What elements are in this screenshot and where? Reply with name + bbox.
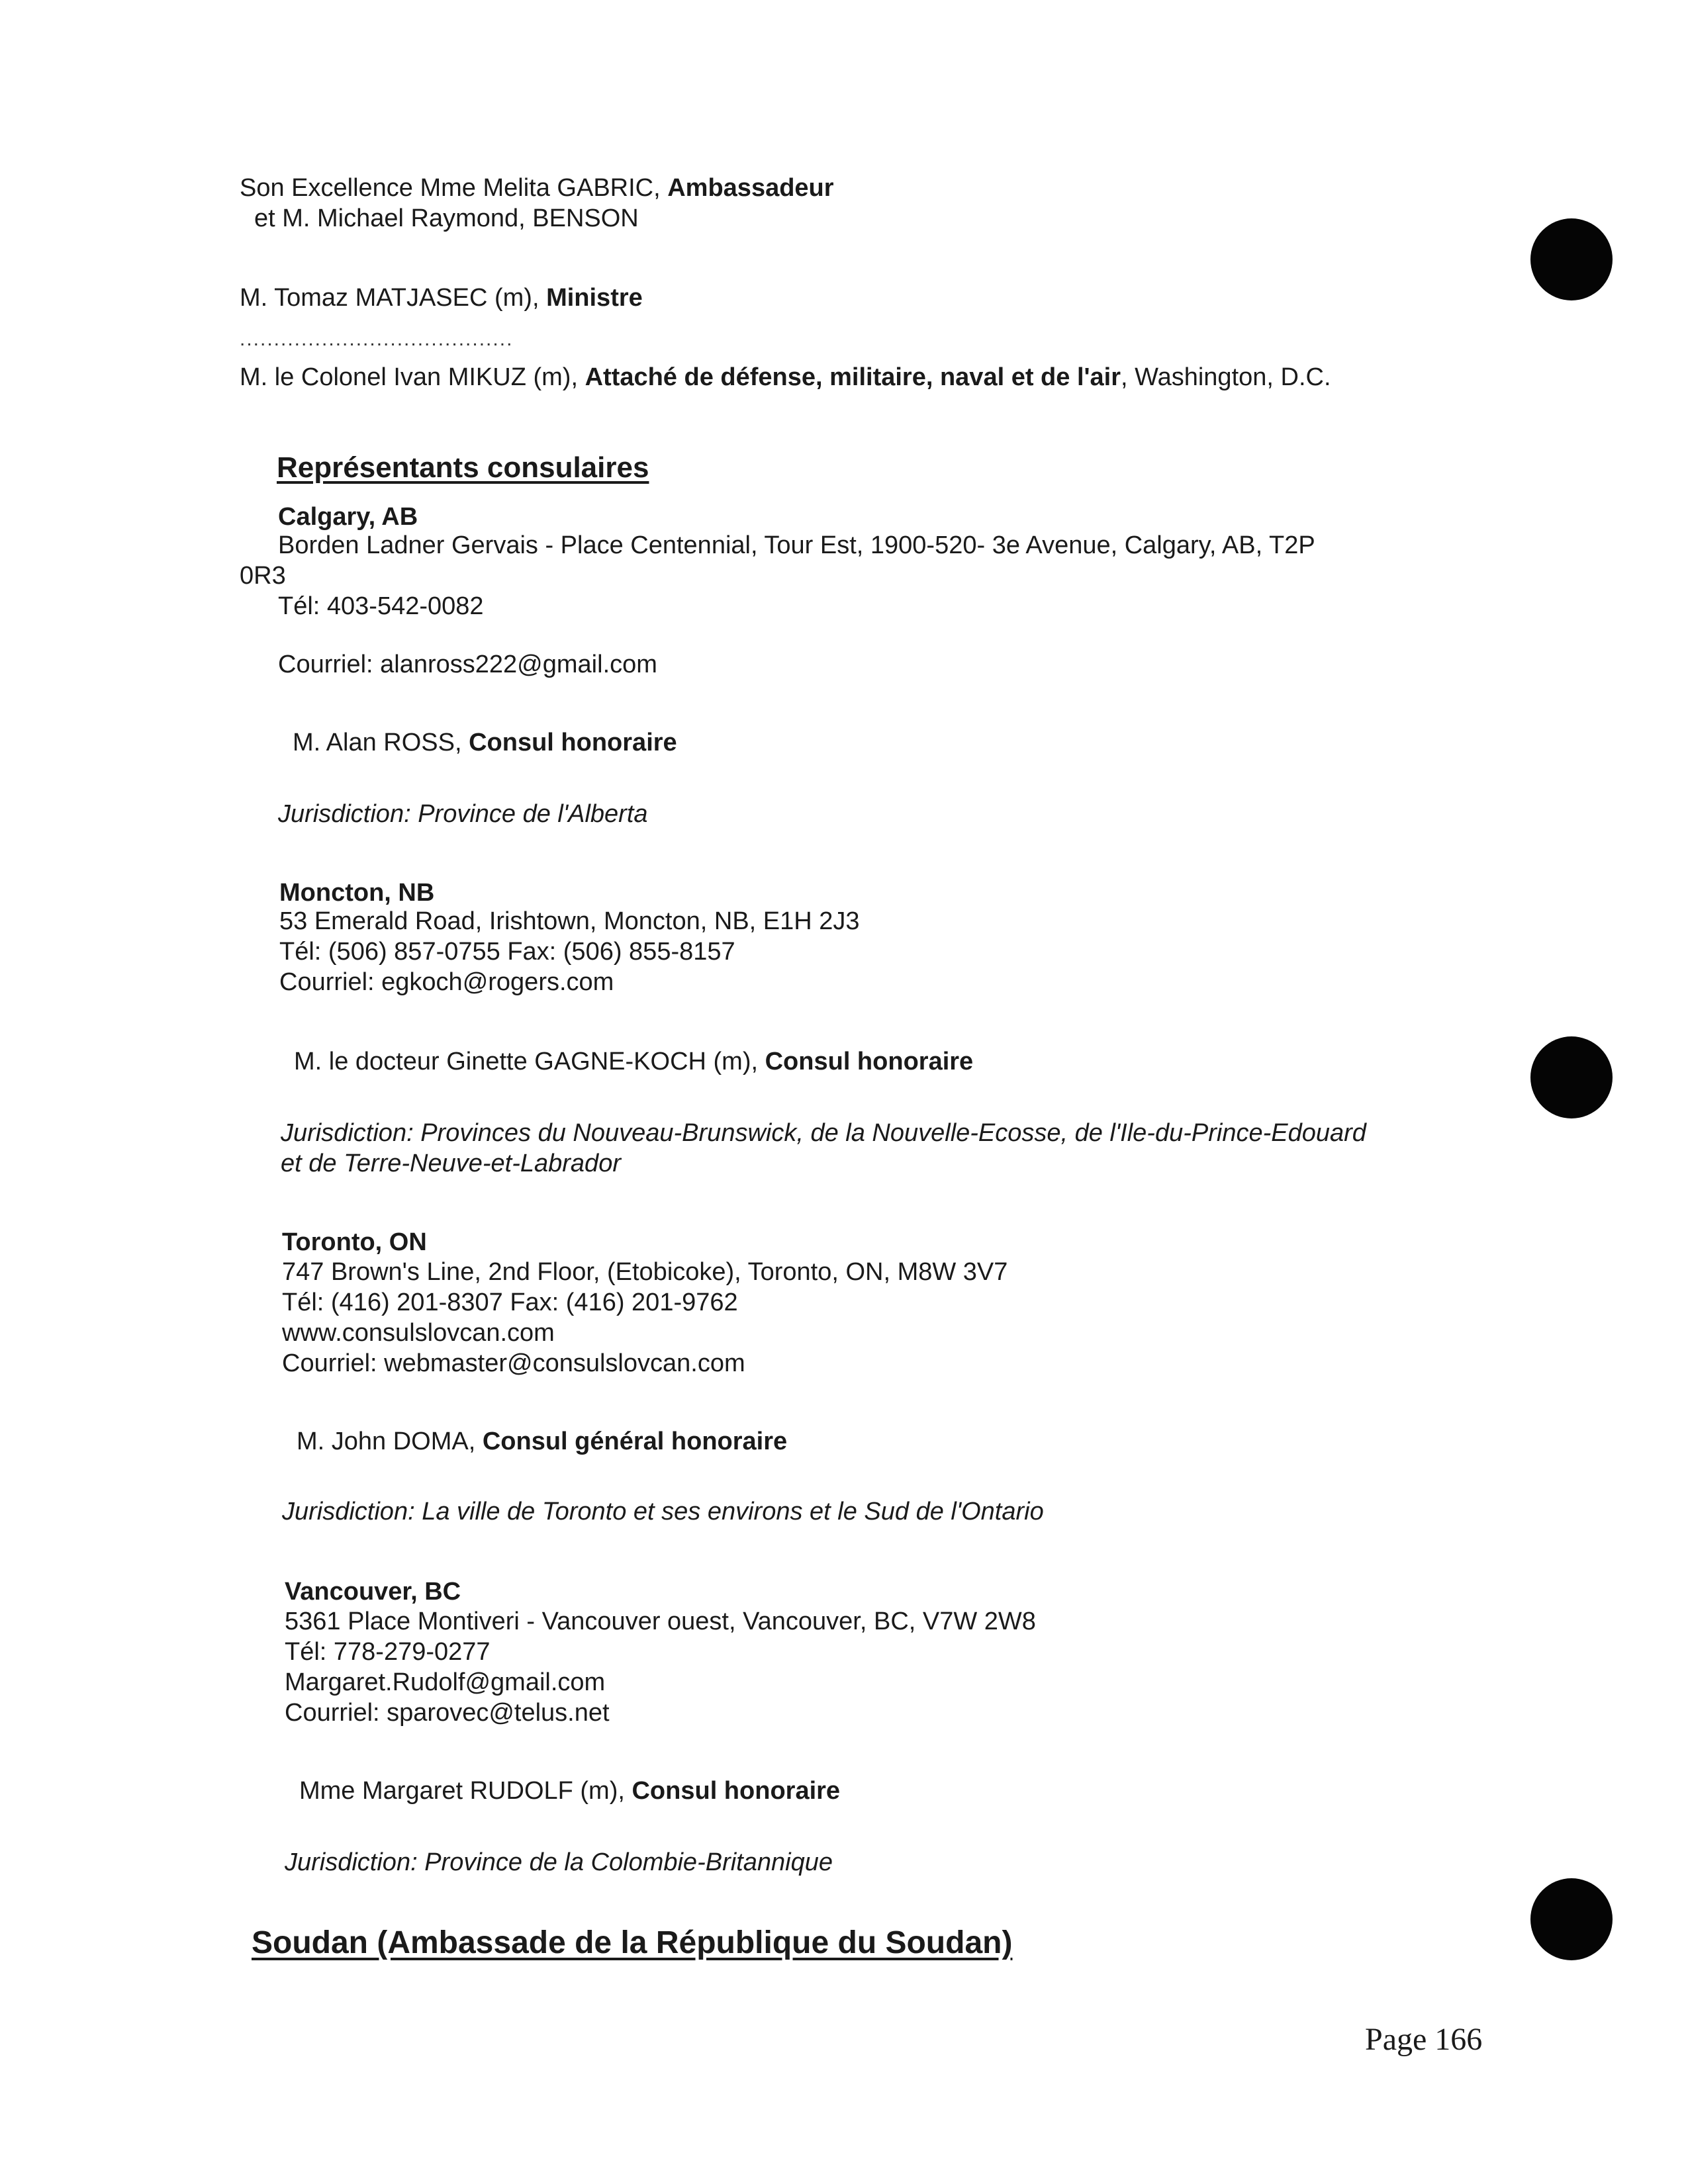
toronto-address: 747 Brown's Line, 2nd Floor, (Etobicoke), Toronto, ON, M8W 3V7 <box>282 1258 1008 1286</box>
vancouver-officer-title: Consul honoraire <box>632 1777 841 1805</box>
toronto-city: Toronto, ON <box>282 1228 427 1256</box>
calgary-jurisdiction: Jurisdiction: Province de l'Alberta <box>278 800 648 828</box>
moncton-city: Moncton, NB <box>279 879 435 907</box>
toronto-phone-fax: Tél: (416) 201-8307 Fax: (416) 201-9762 <box>282 1289 738 1316</box>
toronto-officer <box>297 1427 787 1456</box>
toronto-officer-title: Consul général honoraire <box>482 1428 788 1455</box>
calgary-email: Courriel: alanross222@gmail.com <box>278 651 657 678</box>
consular-heading: Représentants consulaires <box>277 451 649 484</box>
calgary-officer-name: M. Alan ROSS, <box>293 729 469 756</box>
moncton-phone-fax: Tél: (506) 857-0755 Fax: (506) 855-8157 <box>279 938 735 966</box>
page-number: Page 166 <box>1365 2022 1483 2057</box>
vancouver-extra-email: Margaret.Rudolf@gmail.com <box>285 1668 606 1696</box>
moncton-address: 53 Emerald Road, Irishtown, Moncton, NB, E1H 2J3 <box>279 907 860 935</box>
vancouver-officer-name: Mme Margaret RUDOLF (m), <box>299 1777 632 1805</box>
calgary-officer-title: Consul honoraire <box>469 729 677 756</box>
dotted-separator: ........................................ <box>240 328 514 350</box>
punch-hole-bottom <box>1530 1878 1613 1960</box>
calgary-phone: Tél: 403-542-0082 <box>278 592 484 620</box>
attache-location: , Washington, D.C. <box>1121 363 1331 391</box>
minister-title: Ministre <box>546 284 643 312</box>
minister-line <box>240 283 643 312</box>
ambassador-line <box>240 173 834 203</box>
vancouver-officer <box>299 1776 840 1805</box>
minister-name: M. Tomaz MATJASEC (m), <box>240 284 547 312</box>
vancouver-phone: Tél: 778-279-0277 <box>285 1638 491 1666</box>
attache-line <box>240 363 1331 392</box>
vancouver-address: 5361 Place Montiveri - Vancouver ouest, Vancouver, BC, V7W 2W8 <box>285 1608 1036 1635</box>
moncton-officer <box>294 1047 973 1076</box>
vancouver-email: Courriel: sparovec@telus.net <box>285 1699 610 1727</box>
ambassador-title: Ambassadeur <box>667 174 834 202</box>
punch-hole-top <box>1530 218 1613 300</box>
calgary-address-line1: Borden Ladner Gervais - Place Centennial, Tour Est, 1900-520- 3e Avenue, Calgary, AB, T2P <box>278 531 1315 559</box>
calgary-officer <box>293 728 677 757</box>
moncton-officer-title: Consul honoraire <box>765 1048 974 1075</box>
moncton-jurisdiction-line2: et de Terre-Neuve-et-Labrador <box>281 1150 621 1177</box>
next-country-heading: Soudan (Ambassade de la République du Soudan) <box>252 1925 1013 1960</box>
calgary-city: Calgary, AB <box>278 503 418 531</box>
attache-name: M. le Colonel Ivan MIKUZ (m), <box>240 363 585 391</box>
ambassador-name: Son Excellence Mme Melita GABRIC, <box>240 174 668 202</box>
calgary-address-line2: 0R3 <box>240 562 286 590</box>
vancouver-jurisdiction: Jurisdiction: Province de la Colombie-Britannique <box>285 1848 833 1876</box>
moncton-email: Courriel: egkoch@rogers.com <box>279 968 614 996</box>
moncton-jurisdiction-line1: Jurisdiction: Provinces du Nouveau-Brunswick, de la Nouvelle-Ecosse, de l'Ile-du-Prince-Edouard <box>281 1119 1366 1147</box>
vancouver-city: Vancouver, BC <box>285 1578 461 1606</box>
toronto-website: www.consulslovcan.com <box>282 1319 555 1347</box>
toronto-officer-name: M. John DOMA, <box>297 1428 483 1455</box>
spouse-line: et M. Michael Raymond, BENSON <box>254 205 639 232</box>
attache-title: Attaché de défense, militaire, naval et de l'air <box>585 363 1121 391</box>
toronto-email: Courriel: webmaster@consulslovcan.com <box>282 1349 745 1377</box>
toronto-jurisdiction: Jurisdiction: La ville de Toronto et ses environs et le Sud de l'Ontario <box>282 1498 1044 1525</box>
moncton-officer-name: M. le docteur Ginette GAGNE-KOCH (m), <box>294 1048 765 1075</box>
punch-hole-middle <box>1530 1036 1613 1118</box>
